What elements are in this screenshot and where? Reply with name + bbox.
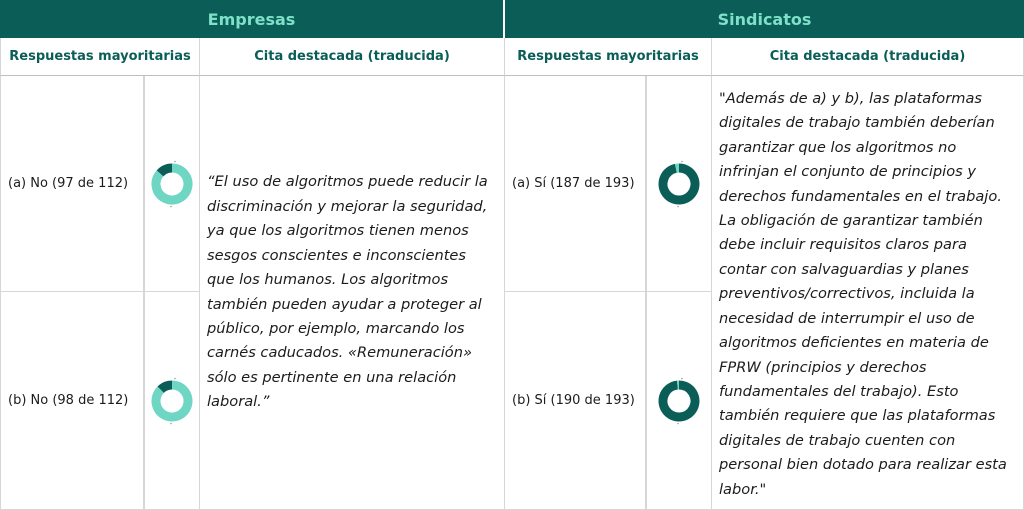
empresas-donut-cell-a — [144, 76, 200, 292]
donut-tick-bottom — [677, 205, 679, 207]
col-header-sindicatos-answers: Respuestas mayoritarias — [505, 38, 712, 76]
donut-slice-majority — [663, 385, 695, 417]
empresas-donut-b — [146, 375, 198, 427]
sindicatos-donut-b — [653, 375, 705, 427]
donut-tick-top — [174, 160, 176, 162]
empresas-answer-b: (b) No (98 de 112) — [0, 292, 144, 510]
col-header-empresas-answers: Respuestas mayoritarias — [0, 38, 200, 76]
donut-tick-top — [174, 377, 176, 379]
sindicatos-quote: "Además de a) y b), las plataformas digitales de trabajo también deberían garantizar que los algoritmos no infrinjan el conjunto de principios y derechos fundamentales en el trabajo. La obligación de garantizar también debe incluir requisitos claros para contar con salvaguardias y planes preventivos/correctivos, incluida la necesidad de interrumpir el uso de algoritmos deficientes en materia de FPRW (principios y derechos fundamentales del trabajo). Esto también requiere que las plataformas digitales de trabajo cuenten con personal bien dotado para realizar esta labor." — [712, 76, 1024, 510]
sindicatos-answer-b: (b) Sí (190 de 193) — [505, 292, 646, 510]
donut-tick-top — [681, 377, 683, 379]
donut-tick-top — [681, 160, 683, 162]
donut-tick-bottom — [170, 205, 172, 207]
group-header-empresas: Empresas — [0, 0, 505, 38]
empresas-donut-cell-b — [144, 292, 200, 510]
donut-slice-minority — [160, 168, 172, 173]
donut-slice-majority — [663, 168, 695, 200]
sindicatos-answer-a: (a) Sí (187 de 193) — [505, 76, 646, 292]
sindicatos-donut-cell-b — [646, 292, 712, 510]
sindicatos-donut-a — [653, 158, 705, 210]
empresas-quote: “El uso de algoritmos puede reducir la discriminación y mejorar la seguridad, ya que los algoritmos tienen menos sesgos conscientes e inconscientes que los humanos. Los algoritmos también pueden ayudar a proteger al público, por ejemplo, marcando los carnés caducados. «Remuneración» sólo es pertinente en una relación laboral.” — [200, 76, 505, 510]
donut-tick-bottom — [677, 422, 679, 424]
empresas-answer-a: (a) No (97 de 112) — [0, 76, 144, 292]
donut-tick-bottom — [170, 422, 172, 424]
col-header-sindicatos-quote: Cita destacada (traducida) — [712, 38, 1024, 76]
sindicatos-donut-cell-a — [646, 76, 712, 292]
group-header-sindicatos: Sindicatos — [505, 0, 1024, 38]
donut-slice-minority — [161, 385, 172, 390]
col-header-empresas-quote: Cita destacada (traducida) — [200, 38, 505, 76]
empresas-donut-a — [146, 158, 198, 210]
